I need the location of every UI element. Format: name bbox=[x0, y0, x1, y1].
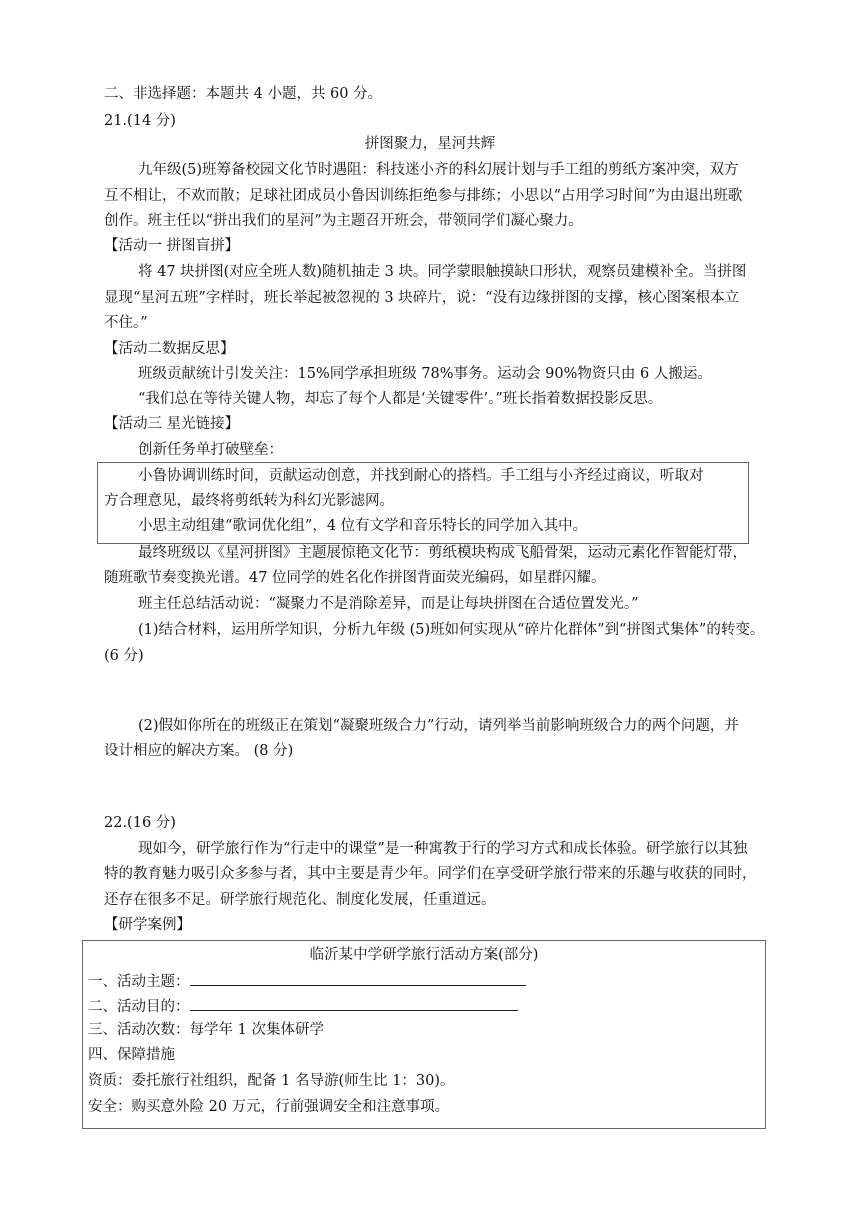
activity2-title: 【活动二数据反思】 bbox=[104, 341, 235, 357]
plan-theme-row bbox=[88, 970, 526, 992]
q22-intro-line: 现如今，研学旅行作为“行走中的课堂”是一种寓教于行的学习方式和成长体验。研学旅行以其独 bbox=[138, 841, 748, 857]
conclusion-line: 最终班级以《星河拼图》主题展惊艳文化节：剪纸模块构成飞船骨架，运动元素化作智能灯带， bbox=[138, 545, 747, 561]
activity3-lead: 创新任务单打破壁垒： bbox=[138, 442, 283, 458]
task-box-line: 方合理意见，最终将剪纸转为科幻光影滤网。 bbox=[104, 493, 394, 509]
section-header: 二、非选择题：本题共 4 小题，共 60 分。 bbox=[104, 86, 383, 102]
q21-title: 拼图聚力，星河共辉 bbox=[364, 136, 496, 152]
q21-intro-line: 互不相让，不欢而散；足球社团成员小鲁因训练拒绝参与排练；小思以“占用学习时间”为由退出班歌 bbox=[104, 188, 743, 204]
activity3-title: 【活动三 星光链接】 bbox=[104, 416, 240, 432]
conclusion-line: 班主任总结活动说：“凝聚力不是消除差异，而是让每块拼图在合适位置发光。” bbox=[138, 596, 639, 612]
activity1-line: 将 47 块拼图(对应全班人数)随机抽走 3 块。同学蒙眼触摸缺口形状，观察员建模补全。当拼图 bbox=[138, 264, 747, 280]
plan-theme-label: 一、活动主题： bbox=[88, 974, 190, 990]
case-title: 【研学案例】 bbox=[104, 917, 191, 933]
q21-subquestion-1: (1)结合材料，运用所学知识，分析九年级 (5)班如何实现从“碎片化群体”到“拼图式集体”的转变。 bbox=[138, 622, 765, 638]
activity1-line: 不住。” bbox=[104, 315, 148, 331]
plan-title: 临沂某中学研学旅行活动方案(部分) bbox=[309, 947, 539, 963]
q22-intro-line: 还存在很多不足。研学旅行规范化、制度化发展，任重道远。 bbox=[104, 892, 496, 908]
task-box-line: 小思主动组建“歌词优化组”，4 位有文学和音乐特长的同学加入其中。 bbox=[138, 518, 588, 534]
q21-subquestion-2-line: 设计相应的解决方案。 (8 分) bbox=[104, 743, 294, 759]
q21-intro-line: 创作。班主任以“拼出我们的星河”为主题召开班会，带领同学们凝心聚力。 bbox=[104, 213, 583, 229]
q22-intro-line: 特的教育魅力吸引众多参与者，其中主要是青少年。同学们在享受研学旅行带来的乐趣与收获的同时， bbox=[104, 866, 757, 882]
q21-subquestion-1-score: (6 分) bbox=[104, 648, 144, 664]
conclusion-line: 随班歌节奏变换光谱。47 位同学的姓名化作拼图背面荧光编码，如星群闪耀。 bbox=[104, 570, 606, 586]
q21-subquestion-2: (2)假如你所在的班级正在策划“凝聚班级合力”行动，请列举当前影响班级合力的两个问题，并 bbox=[138, 718, 739, 734]
activity1-title: 【活动一 拼图盲拼】 bbox=[104, 238, 240, 254]
plan-count: 三、活动次数：每学年 1 次集体研学 bbox=[88, 1022, 324, 1038]
plan-safety: 安全：购买意外险 20 万元，行前强调安全和注意事项。 bbox=[88, 1099, 450, 1115]
plan-purpose-row bbox=[88, 995, 518, 1017]
task-box-line: 小鲁协调训练时间，贡献运动创意，并找到耐心的搭档。手工组与小齐经过商议，听取对 bbox=[138, 468, 704, 484]
activity2-line: “我们总在等待关键人物，却忘了每个人都是‘关键零件’。”班长指着数据投影反思。 bbox=[138, 391, 663, 407]
plan-safeguard: 四、保障措施 bbox=[88, 1047, 175, 1063]
activity1-line: 显现“星河五班”字样时，班长举起被忽视的 3 块碎片，说：“没有边缘拼图的支撑，核心图案根本立 bbox=[104, 290, 740, 306]
activity2-line: 班级贡献统计引发关注：15%同学承担班级 78%事务。运动会 90%物资只由 6 人搬运。 bbox=[138, 366, 712, 382]
q22-number: 22.(16 分) bbox=[104, 815, 176, 831]
plan-theme-blank[interactable] bbox=[190, 970, 526, 986]
plan-purpose-label: 二、活动目的： bbox=[88, 999, 190, 1015]
q21-number: 21.(14 分) bbox=[104, 113, 176, 129]
plan-purpose-blank[interactable] bbox=[190, 995, 518, 1011]
plan-qualification: 资质：委托旅行社组织，配备 1 名导游(师生比 1：30)。 bbox=[88, 1073, 455, 1089]
q21-intro-line: 九年级(5)班筹备校园文化节时遇阻：科技迷小齐的科幻展计划与手工组的剪纸方案冲突，双方 bbox=[138, 162, 739, 178]
